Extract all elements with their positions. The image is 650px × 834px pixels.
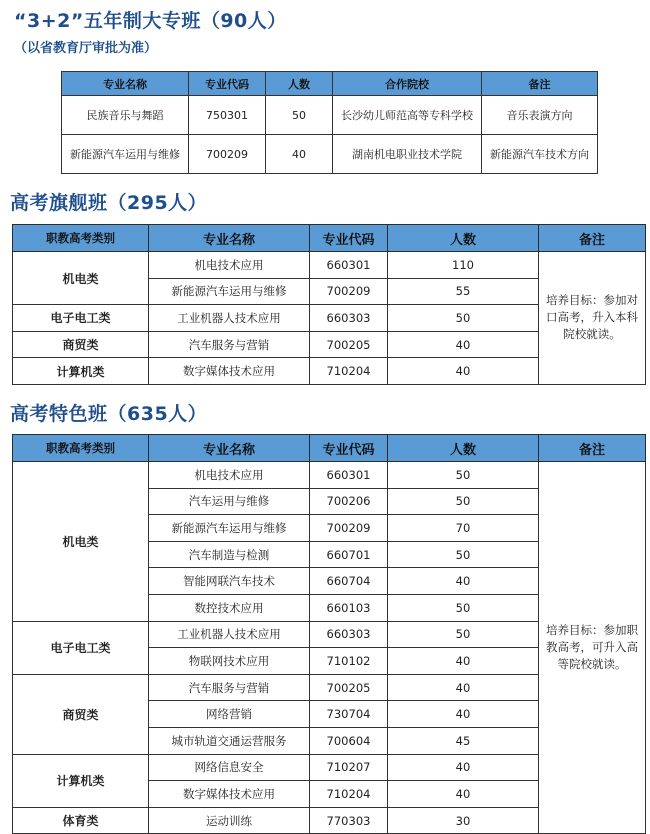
major-name: 网络营销	[149, 701, 310, 728]
table-3plus2	[61, 71, 598, 174]
header-category: 职教高考类别	[13, 435, 149, 462]
major-name: 数控技术应用	[149, 594, 310, 621]
major-name: 新能源汽车运用与维修	[62, 135, 189, 174]
major-name: 机电技术应用	[149, 252, 310, 279]
category: 体育类	[13, 807, 149, 834]
count: 50	[388, 305, 539, 332]
count: 40	[266, 135, 333, 174]
header-count: 人数	[388, 435, 539, 462]
count: 40	[388, 701, 539, 728]
count: 50	[388, 488, 539, 515]
major-code: 770303	[310, 807, 388, 834]
table-header-row	[13, 435, 646, 462]
partner-school: 湖南机电职业技术学院	[333, 135, 482, 174]
major-code: 660301	[310, 462, 388, 489]
header-major-code: 专业代码	[310, 435, 388, 462]
count: 40	[388, 648, 539, 675]
note: 新能源汽车技术方向	[482, 135, 598, 174]
major-name: 汽车制造与检测	[149, 541, 310, 568]
major-name: 汽车服务与营销	[149, 674, 310, 701]
major-name: 数字媒体技术应用	[149, 358, 310, 385]
count: 50	[388, 462, 539, 489]
note: 培养目标：参加职教高考，可升入高等院校就读。	[539, 462, 646, 834]
category: 商贸类	[13, 674, 149, 754]
count: 40	[388, 674, 539, 701]
table-header-row	[13, 225, 646, 252]
count: 30	[388, 807, 539, 834]
count: 40	[388, 781, 539, 808]
major-name: 汽车服务与营销	[149, 331, 310, 358]
major-code: 660103	[310, 594, 388, 621]
major-code: 660704	[310, 568, 388, 595]
section1-subtitle: （以省教育厅审批为准）	[14, 41, 158, 56]
major-code: 750301	[189, 96, 266, 135]
major-code: 660301	[310, 252, 388, 279]
count: 50	[266, 96, 333, 135]
header-major-name: 专业名称	[62, 72, 189, 96]
major-code: 710204	[310, 781, 388, 808]
note: 音乐表演方向	[482, 96, 598, 135]
category: 商贸类	[13, 331, 149, 358]
major-name: 运动训练	[149, 807, 310, 834]
major-code: 710207	[310, 754, 388, 781]
count: 50	[388, 541, 539, 568]
partner-school: 长沙幼儿师范高等专科学校	[333, 96, 482, 135]
count: 70	[388, 515, 539, 542]
major-code: 660303	[310, 621, 388, 648]
major-code: 700604	[310, 727, 388, 754]
category: 机电类	[13, 462, 149, 622]
major-name: 民族音乐与舞蹈	[62, 96, 189, 135]
table-featured	[12, 434, 646, 834]
major-name: 汽车运用与维修	[149, 488, 310, 515]
category: 机电类	[13, 252, 149, 305]
major-name: 机电技术应用	[149, 462, 310, 489]
count: 110	[388, 252, 539, 279]
category: 计算机类	[13, 358, 149, 385]
major-name: 物联网技术应用	[149, 648, 310, 675]
major-name: 新能源汽车运用与维修	[149, 278, 310, 305]
header-count: 人数	[266, 72, 333, 96]
count: 45	[388, 727, 539, 754]
table-row	[62, 135, 598, 174]
count: 40	[388, 568, 539, 595]
header-note: 备注	[539, 225, 646, 252]
count: 40	[388, 331, 539, 358]
major-name: 城市轨道交通运营服务	[149, 727, 310, 754]
count: 50	[388, 621, 539, 648]
table-row	[13, 252, 646, 279]
category: 计算机类	[13, 754, 149, 807]
header-note: 备注	[539, 435, 646, 462]
note: 培养目标：参加对口高考，升入本科院校就读。	[539, 252, 646, 385]
major-code: 700209	[310, 278, 388, 305]
major-code: 730704	[310, 701, 388, 728]
major-code: 700205	[310, 331, 388, 358]
category: 电子电工类	[13, 621, 149, 674]
major-name: 智能网联汽车技术	[149, 568, 310, 595]
count: 40	[388, 358, 539, 385]
table-row	[62, 96, 598, 135]
major-code: 660701	[310, 541, 388, 568]
table-row	[13, 462, 646, 489]
table-header-row	[62, 72, 598, 96]
header-major-code: 专业代码	[310, 225, 388, 252]
major-name: 工业机器人技术应用	[149, 305, 310, 332]
major-code: 710204	[310, 358, 388, 385]
major-code: 700206	[310, 488, 388, 515]
count: 55	[388, 278, 539, 305]
category: 电子电工类	[13, 305, 149, 332]
header-major-name: 专业名称	[149, 435, 310, 462]
major-name: 新能源汽车运用与维修	[149, 515, 310, 542]
table-flagship	[12, 224, 646, 385]
header-category: 职教高考类别	[13, 225, 149, 252]
major-code: 700209	[310, 515, 388, 542]
header-note: 备注	[482, 72, 598, 96]
major-code: 710102	[310, 648, 388, 675]
major-code: 700209	[189, 135, 266, 174]
header-count: 人数	[388, 225, 539, 252]
major-name: 网络信息安全	[149, 754, 310, 781]
section1-title: “3+2”五年制大专班（90人）	[14, 10, 287, 32]
header-major-code: 专业代码	[189, 72, 266, 96]
section2-title: 高考旗舰班（295人）	[10, 192, 208, 214]
header-partner-school: 合作院校	[333, 72, 482, 96]
count: 50	[388, 594, 539, 621]
major-code: 700205	[310, 674, 388, 701]
major-name: 数字媒体技术应用	[149, 781, 310, 808]
major-name: 工业机器人技术应用	[149, 621, 310, 648]
header-major-name: 专业名称	[149, 225, 310, 252]
count: 40	[388, 754, 539, 781]
major-code: 660303	[310, 305, 388, 332]
section3-title: 高考特色班（635人）	[10, 403, 208, 425]
